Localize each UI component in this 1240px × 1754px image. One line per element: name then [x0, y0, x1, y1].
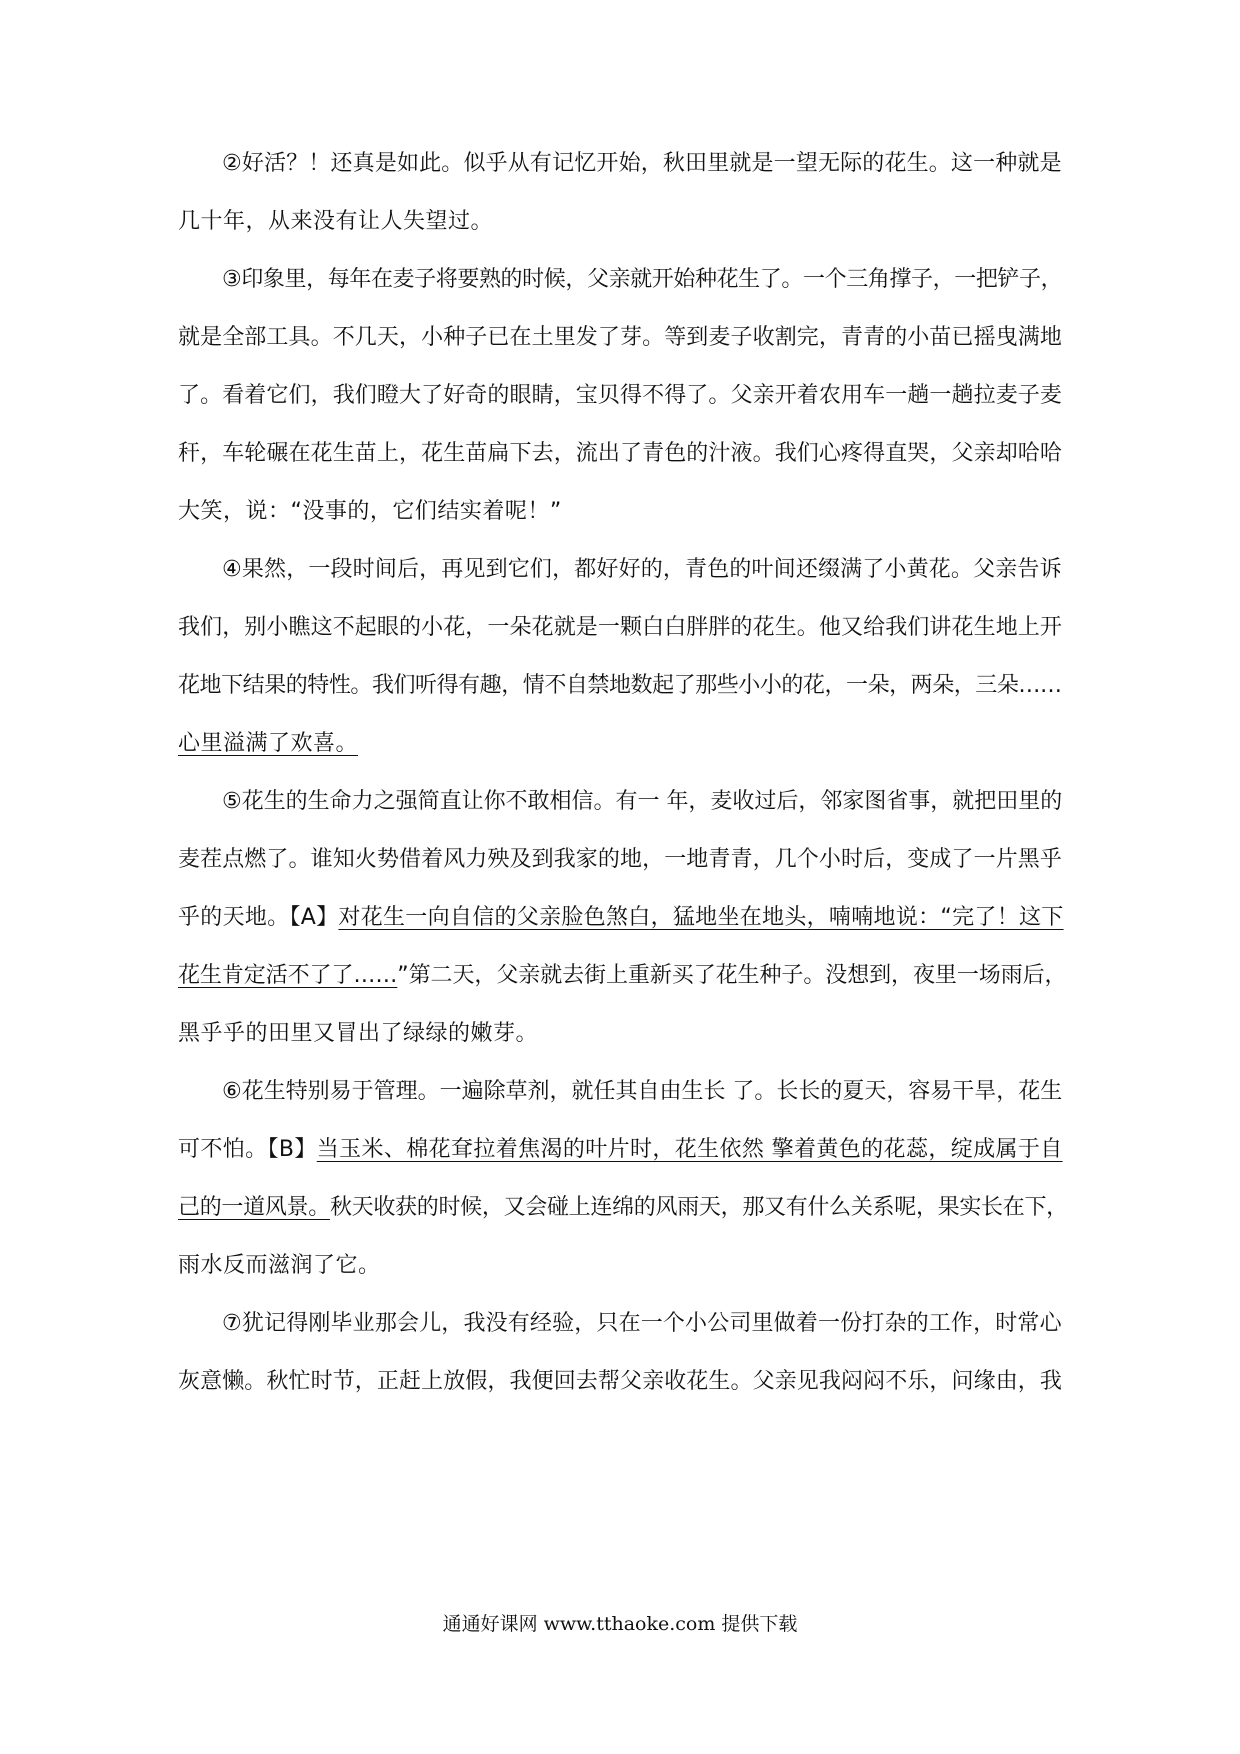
paragraph-7-line-1: ⑦犹记得刚毕业那会儿，我没有经验，只在一个小公司里做着一份打杂的工作，时常心 — [222, 1311, 1062, 1336]
paragraph-2-line-2: 几十年，从来没有让人失望过。 — [178, 209, 494, 234]
marker-a-label: 乎的天地。【A】 — [178, 905, 339, 930]
paragraph-6-line-3 — [178, 1194, 1068, 1222]
paragraph-4-line-1: ④果然，一段时间后，再见到它们，都好好的，青色的叶间还缀满了小黄花。父亲告诉 — [222, 557, 1062, 582]
paragraph-4-line-2: 我们，别小瞧这不起眼的小花，一朵花就是一颗白白胖胖的花生。他又给我们讲花生地上开 — [178, 615, 1063, 640]
underlined-phrase: 心里溢满了欢喜。 — [178, 731, 359, 756]
paragraph-3-line-2: 就是全部工具。不几天，小种子已在土里发了芽。等到麦子收割完，青青的小苗已摇曳满地 — [178, 325, 1063, 350]
marker-b-label: 可不怕。【B】 — [178, 1137, 317, 1162]
underlined-sentence-a-end: 花生肯定活不了了…… — [178, 963, 398, 988]
paragraph-3-line-5: 大笑，说：“没事的，它们结实着呢！” — [178, 499, 562, 524]
paragraph-6-line-3-rest: 秋天收获的时候，又会碰上连绵的风雨天，那又有什么关系呢，果实长在下， — [329, 1195, 1068, 1220]
paragraph-3-line-4: 秆，车轮碾在花生苗上，花生苗扁下去，流出了青色的汁液。我们心疼得直哭，父亲却哈哈 — [178, 441, 1063, 466]
paragraph-4-line-4 — [178, 730, 358, 758]
paragraph-5-line-4-rest: ”第二天，父亲就去街上重新买了花生种子。没想到，夜里一场雨后， — [397, 963, 1067, 988]
page-footer: 通通好课网 www.tthaoke.com 提供下载 — [442, 1613, 798, 1635]
paragraph-2-line-1: ②好活？！还真是如此。似乎从有记忆开始，秋田里就是一望无际的花生。这一种就是 — [222, 151, 1062, 176]
paragraph-6-line-1: ⑥花生特别易于管理。一遍除草剂，就任其自由生长 了。长长的夏天，容易干旱，花生 — [222, 1079, 1063, 1104]
paragraph-7-line-2: 灰意懒。秋忙时节，正赶上放假，我便回去帮父亲收花生。父亲见我闷闷不乐，问缘由，我 — [178, 1369, 1063, 1394]
paragraph-6-line-4: 雨水反而滋润了它。 — [178, 1253, 381, 1278]
paragraph-5-line-5: 黑乎乎的田里又冒出了绿绿的嫩芽。 — [178, 1021, 539, 1046]
paragraph-3-line-1: ③印象里，每年在麦子将要熟的时候，父亲就开始种花生了。一个三角撑子，一把铲子， — [222, 267, 1063, 292]
underlined-sentence-b-end: 己的一道风景。 — [178, 1195, 330, 1220]
paragraph-5-line-4 — [178, 962, 1066, 990]
paragraph-3-line-3: 了。看着它们，我们瞪大了好奇的眼睛，宝贝得不得了。父亲开着农用车一趟一趟拉麦子麦 — [178, 383, 1063, 408]
paragraph-5-line-2: 麦茬点燃了。谁知火势借着风力殃及到我家的地，一地青青，几个小时后，变成了一片黑乎 — [178, 847, 1063, 872]
paragraph-5-line-3 — [178, 904, 1064, 932]
underlined-sentence-b: 当玉米、棉花耷拉着焦渴的叶片时，花生依然 擎着黄色的花蕊，绽成属于自 — [316, 1137, 1063, 1162]
paragraph-6-line-2 — [178, 1136, 1063, 1164]
paragraph-5-line-1: ⑤花生的生命力之强简直让你不敢相信。有一 年，麦收过后，邻家图省事，就把田里的 — [222, 789, 1063, 814]
underlined-sentence-a: 对花生一向自信的父亲脸色煞白，猛地坐在地头，喃喃地说：“完了！这下 — [338, 905, 1064, 930]
paragraph-4-line-3: 花地下结果的特性。我们听得有趣，情不自禁地数起了那些小小的花，一朵，两朵，三朵…… — [178, 673, 1062, 698]
